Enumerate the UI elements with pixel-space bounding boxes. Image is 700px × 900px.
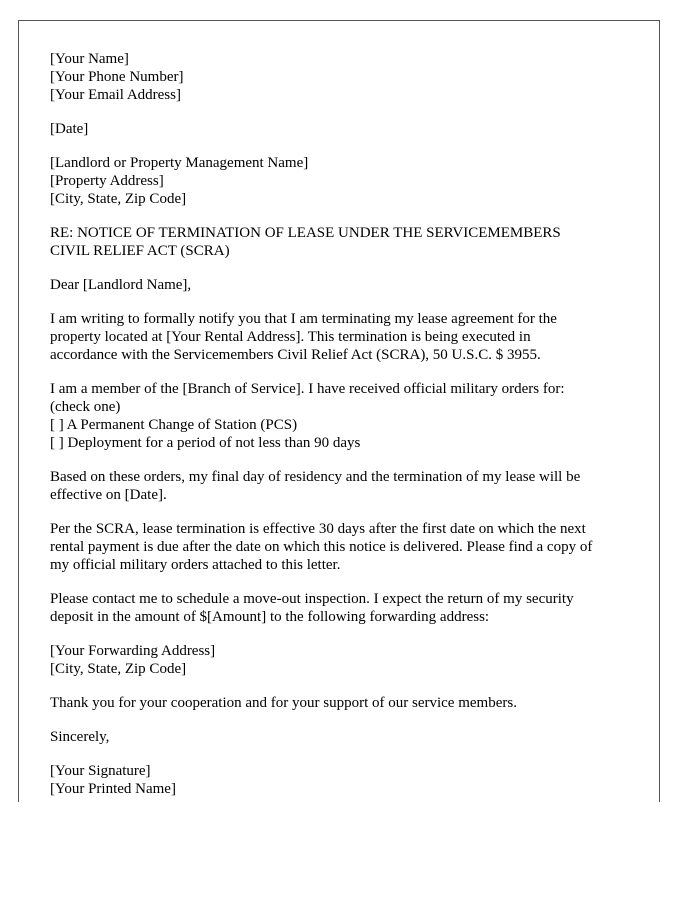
paragraph-line: I am a member of the [Branch of Service]. I have received official military orders for: <box>50 381 565 397</box>
check-one-note: (check one) <box>50 399 121 415</box>
signature: [Your Signature] <box>50 763 151 779</box>
signature-block <box>50 762 640 798</box>
paragraph-line: Based on these orders, my final day of residency and the termination of my lease will be <box>50 469 581 485</box>
subject-block <box>50 224 640 260</box>
paragraph-line: I am writing to formally notify you that I am terminating my lease agreement for the <box>50 311 557 327</box>
recipient-city: [City, State, Zip Code] <box>50 191 187 207</box>
recipient-address: [Property Address] <box>50 173 164 189</box>
thanks-line: Thank you for your cooperation and for your support of our service members. <box>50 695 517 711</box>
paragraph-orders <box>50 380 640 452</box>
forwarding-address-block <box>50 642 640 678</box>
subject-line-1: RE: NOTICE OF TERMINATION OF LEASE UNDER THE SERVICEMEMBERS <box>50 225 561 241</box>
checkbox-option-deployment: [ ] Deployment for a period of not less than 90 days <box>50 435 361 451</box>
subject-line-2: CIVIL RELIEF ACT (SCRA) <box>50 243 230 259</box>
paragraph-line: my official military orders attached to this letter. <box>50 557 341 573</box>
paragraph-line: property located at [Your Rental Address]. This termination is being executed in <box>50 329 531 345</box>
thanks-block <box>50 694 640 712</box>
paragraph-scra-terms <box>50 520 640 574</box>
closing-block <box>50 728 640 746</box>
paragraph-line: effective on [Date]. <box>50 487 167 503</box>
forwarding-address: [Your Forwarding Address] <box>50 643 216 659</box>
salutation: Dear [Landlord Name], <box>50 277 192 293</box>
sender-email: [Your Email Address] <box>50 87 181 103</box>
salutation-block <box>50 276 640 294</box>
forwarding-city: [City, State, Zip Code] <box>50 661 187 677</box>
paragraph-effective-date <box>50 468 640 504</box>
closing: Sincerely, <box>50 729 110 745</box>
recipient-block <box>50 154 640 208</box>
printed-name: [Your Printed Name] <box>50 781 176 797</box>
paragraph-notice <box>50 310 640 364</box>
checkbox-option-pcs: [ ] A Permanent Change of Station (PCS) <box>50 417 298 433</box>
sender-phone: [Your Phone Number] <box>50 69 184 85</box>
paragraph-line: accordance with the Servicemembers Civil Relief Act (SCRA), 50 U.S.C. $ 3955. <box>50 347 541 363</box>
letter-body <box>50 50 640 798</box>
paragraph-line: deposit in the amount of $[Amount] to the following forwarding address: <box>50 609 490 625</box>
paragraph-line: rental payment is due after the date on which this notice is delivered. Please find a copy of <box>50 539 593 555</box>
paragraph-inspection <box>50 590 640 626</box>
date-block <box>50 120 640 138</box>
paragraph-line: Per the SCRA, lease termination is effective 30 days after the first date on which the next <box>50 521 586 537</box>
letter-page <box>18 20 660 802</box>
paragraph-line: Please contact me to schedule a move-out inspection. I expect the return of my security <box>50 591 574 607</box>
letter-date: [Date] <box>50 121 89 137</box>
sender-block <box>50 50 640 104</box>
recipient-name: [Landlord or Property Management Name] <box>50 155 309 171</box>
sender-name: [Your Name] <box>50 51 129 67</box>
